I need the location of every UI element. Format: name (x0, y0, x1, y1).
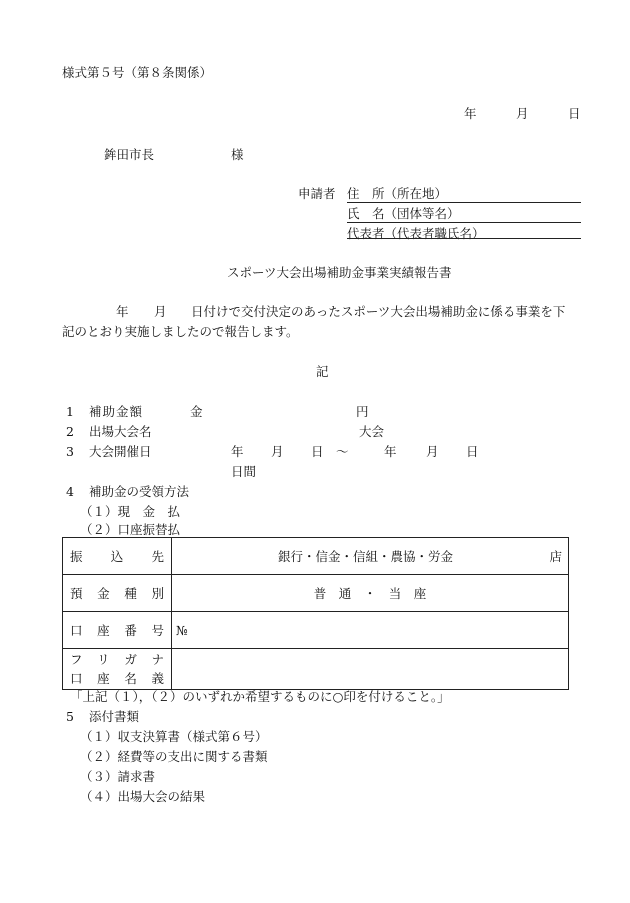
item3-tilde: ～ (336, 444, 349, 459)
bank-store-label: 店 (549, 549, 562, 564)
item3-days: 日間 (231, 464, 257, 479)
document-title: スポーツ大会出場補助金事業実績報告書 (227, 265, 452, 280)
item3-day-end: 日 (466, 444, 479, 459)
account-number-value[interactable] (172, 612, 569, 649)
body-line1: 日付けで交付決定のあったスポーツ大会出場補助金に係る事業を下 (191, 304, 566, 319)
bank-type-options: 銀行・信金・信組・農協・労金 (278, 549, 454, 564)
applicant-address-line (347, 202, 581, 203)
account-number-label: 口 座 番 号 (63, 612, 172, 649)
item3-month-start: 月 (271, 444, 284, 459)
item2-label: 出場大会名 (89, 424, 152, 439)
form-number: 様式第５号（第８条関係） (62, 65, 213, 80)
item3-year-start: 年 (231, 444, 244, 459)
body-year: 年 (116, 304, 129, 319)
body-month: 月 (154, 304, 167, 319)
attachment-3: （３）請求書 (80, 769, 156, 784)
attachment-1: （１）収支決算書（様式第６号） (80, 729, 268, 744)
date-year: 年 (464, 106, 477, 121)
deposit-type-label: 預 金 種 別 (63, 575, 172, 612)
item2-number: 2 (66, 424, 74, 439)
table-row-account-number (63, 612, 569, 649)
item4-option-cash: （１）現 金 払 (80, 504, 181, 519)
account-holder-value[interactable] (172, 649, 569, 690)
applicant-name-label: 氏 名（団体等名） (347, 206, 460, 221)
item3-day-start: 日 (311, 444, 324, 459)
table-row-deposit-type (63, 575, 569, 612)
applicant-representative-label: 代表者（代表者職氏名） (347, 226, 485, 241)
deposit-type-value[interactable] (172, 575, 569, 612)
applicant-address-label: 住 所（所在地） (347, 186, 448, 201)
attachment-4: （４）出場大会の結果 (80, 789, 206, 804)
date-day: 日 (568, 106, 581, 121)
applicant-name-line (347, 222, 581, 223)
table-row-account-holder (63, 649, 569, 690)
item3-number: 3 (66, 444, 74, 459)
bank-account-table (62, 537, 569, 690)
transfer-to-value[interactable] (172, 538, 569, 575)
table-row-transfer-to (63, 538, 569, 575)
applicant-representative-line (347, 238, 581, 239)
item3-month-end: 月 (426, 444, 439, 459)
item1-kin: 金 (190, 404, 203, 419)
body-line2: 記のとおり実施しましたので報告します。 (62, 324, 299, 339)
addressee-honorific: 様 (231, 147, 244, 162)
item1-label: 補助金額 (89, 404, 144, 419)
date-month: 月 (516, 106, 529, 121)
item3-year-end: 年 (384, 444, 397, 459)
selection-note: 「上記（１），（２）のいずれか希望するものに○印を付けること。」 (70, 689, 450, 704)
item5-number: 5 (66, 709, 74, 724)
deposit-type-options: 普 通 ・ 当 座 (313, 585, 427, 601)
number-sign: № (176, 622, 188, 638)
item5-label: 添付書類 (89, 709, 140, 724)
transfer-to-label: 振 込 先 (63, 538, 172, 575)
addressee-name: 鉾田市長 (104, 147, 155, 162)
applicant-label: 申請者 (298, 186, 336, 201)
attachment-2: （２）経費等の支出に関する書類 (80, 749, 268, 764)
ki-heading: 記 (316, 364, 329, 379)
item4-option-transfer: （２）口座振替払 (80, 522, 181, 537)
item4-label: 補助金の受領方法 (89, 484, 190, 499)
item2-suffix: 大会 (359, 424, 385, 439)
item1-yen: 円 (356, 404, 369, 419)
item3-label: 大会開催日 (89, 444, 152, 459)
item4-number: 4 (66, 484, 74, 499)
account-holder-label: フ リ ガ ナ 口 座 名 義 (63, 649, 172, 690)
item1-number: 1 (66, 404, 74, 419)
